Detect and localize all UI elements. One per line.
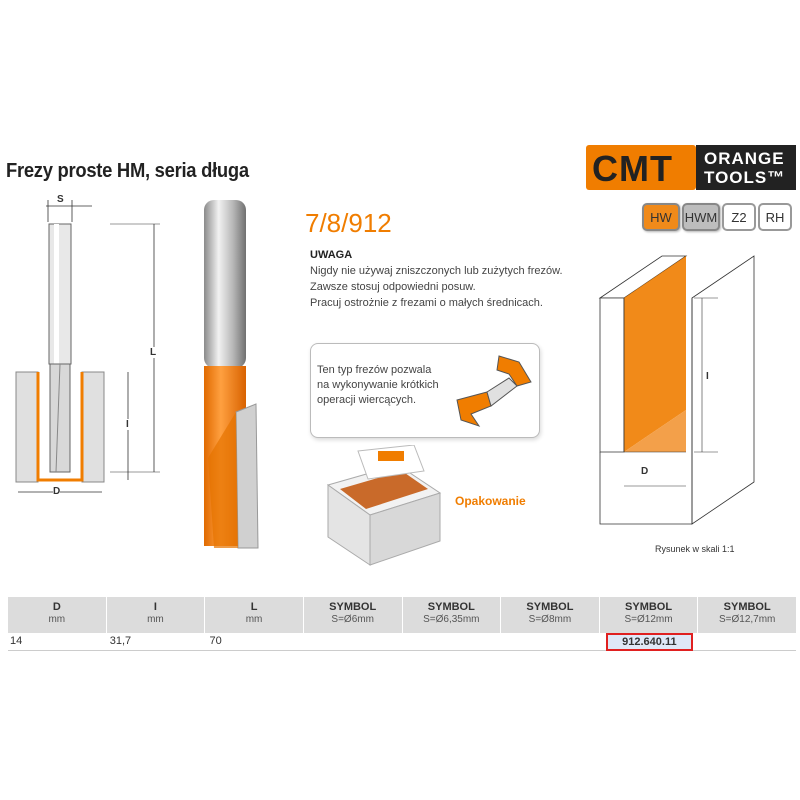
- badge-z2: Z2: [722, 203, 756, 231]
- header-cell: L mm: [205, 597, 304, 633]
- product-code: 7/8/912: [305, 208, 392, 238]
- note-line: operacji wiercących.: [317, 394, 417, 406]
- warning-line: Zawsze stosuj odpowiedni posuw.: [310, 281, 476, 293]
- badge-hwm: HWM: [682, 203, 720, 231]
- dim-label-i: I: [126, 419, 129, 430]
- warning-line: Pracuj ostrożnie z frezami o małych średnicach.: [310, 297, 543, 309]
- logo-line1: ORANGE: [704, 149, 785, 168]
- header-cell: SYMBOL S=Ø12,7mm: [718, 601, 776, 625]
- warning-line: Nigdy nie używaj zniszczonych lub zużytych frezów.: [310, 265, 563, 277]
- highlighted-symbol[interactable]: 912.640.11: [606, 633, 692, 651]
- header-cell: SYMBOL S=Ø6,35mm: [403, 597, 502, 633]
- header-cell: D mm: [8, 597, 107, 633]
- scale-label-i: I: [706, 371, 709, 382]
- dim-label-s: S: [57, 194, 64, 205]
- cell-i: 31,7: [109, 635, 132, 647]
- page-title: Frezy proste HM, seria długa: [6, 160, 249, 182]
- dim-label-d: D: [53, 486, 61, 497]
- badge-rh: RH: [758, 203, 792, 231]
- scale-caption: Rysunek w skali 1:1: [655, 544, 735, 554]
- packaging-label: Opakowanie: [455, 494, 526, 508]
- cell-symbol-6: [307, 633, 405, 650]
- cell-symbol-8: [503, 633, 601, 650]
- warning-title: UWAGA: [310, 249, 353, 261]
- header-cell: SYMBOL S=Ø6mm: [304, 597, 403, 633]
- logo-line2: TOOLS™: [704, 168, 786, 187]
- cell-d: 14: [10, 635, 23, 647]
- spec-table: [8, 597, 796, 651]
- dimension-drawing: [10, 192, 170, 502]
- scale-drawing: [592, 252, 762, 536]
- logo-brand: CMT: [592, 148, 673, 189]
- cell-symbol-12: [601, 633, 699, 650]
- badge-hw: HW: [642, 203, 680, 231]
- dim-label-l: L: [150, 347, 157, 358]
- packaging-box-image: [318, 445, 448, 573]
- note-line: Ten typ frezów pozwala: [317, 364, 432, 376]
- router-bit-photo: [198, 198, 268, 554]
- header-cell: I mm: [107, 597, 206, 633]
- scale-label-d: D: [641, 466, 649, 477]
- cmt-logo: [586, 145, 796, 190]
- cell-l: 70: [209, 635, 222, 647]
- header-cell: SYMBOL S=Ø8mm: [501, 597, 600, 633]
- cell-symbol-635: [405, 633, 503, 650]
- header-cell: SYMBOL S=Ø12mm: [600, 597, 699, 633]
- cell-symbol-127: [698, 633, 796, 650]
- note-box: [310, 343, 540, 438]
- note-line: na wykonywanie krótkich: [317, 379, 439, 391]
- table-header: [8, 597, 796, 633]
- table-row: [8, 633, 796, 651]
- drilling-illustration: [451, 348, 537, 432]
